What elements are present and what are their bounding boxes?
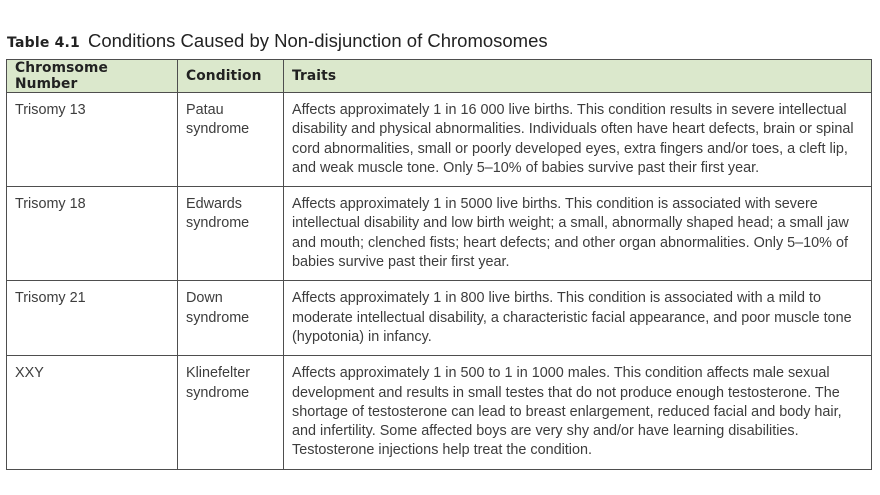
cell-traits: Affects approximately 1 in 800 live births. This condition is associated with a mild to moderate intellectual disability, a characteristic facial appearance, and poor muscle tone (hypotonia) in infancy.	[284, 281, 872, 356]
cell-condition: Down syndrome	[178, 281, 284, 356]
cell-chromosome-number: Trisomy 13	[7, 93, 178, 187]
cell-chromosome-number: Trisomy 18	[7, 187, 178, 281]
table-row	[7, 281, 872, 356]
table-row	[7, 93, 872, 187]
table-row	[7, 187, 872, 281]
header-traits: Traits	[284, 60, 872, 93]
conditions-table	[6, 59, 872, 470]
table-caption-title: Conditions Caused by Non-disjunction of Chromosomes	[87, 30, 548, 51]
header-condition: Condition	[178, 60, 284, 93]
cell-traits: Affects approximately 1 in 5000 live births. This condition is associated with severe intellectual disability and low birth weight; a small, abnormally shaped head; a small jaw and mouth; clenched fists; heart defects; and other organ abnormalities. Only 5–10% of babies survive past their first year.	[284, 187, 872, 281]
cell-chromosome-number: Trisomy 21	[7, 281, 178, 356]
cell-condition: Klinefelter syndrome	[178, 356, 284, 469]
table-caption-label: Table 4.1	[7, 35, 80, 51]
cell-traits: Affects approximately 1 in 500 to 1 in 1000 males. This condition affects male sexual development and results in small testes that do not produce enough testosterone. The shortage of testosterone can lead to breast enlargement, reduced facial and body hair, and infertility. Some affected boys are very shy and/or have learning disabilities. Testosterone injections help treat the condition.	[284, 356, 872, 469]
table-header-row	[7, 60, 872, 93]
cell-condition: Edwards syndrome	[178, 187, 284, 281]
table-row	[7, 356, 872, 469]
header-chromosome-number: Chromsome Number	[7, 60, 178, 93]
table-caption	[7, 30, 548, 52]
cell-condition: Patau syndrome	[178, 93, 284, 187]
cell-chromosome-number: XXY	[7, 356, 178, 469]
cell-traits: Affects approximately 1 in 16 000 live births. This condition results in severe intellectual disability and physical abnormalities. Individuals often have heart defects, brain or spinal cord abnormalities, small or poorly developed eyes, extra fingers and/or toes, a cleft lip, and weak muscle tone. Only 5–10% of babies survive past their first year.	[284, 93, 872, 187]
